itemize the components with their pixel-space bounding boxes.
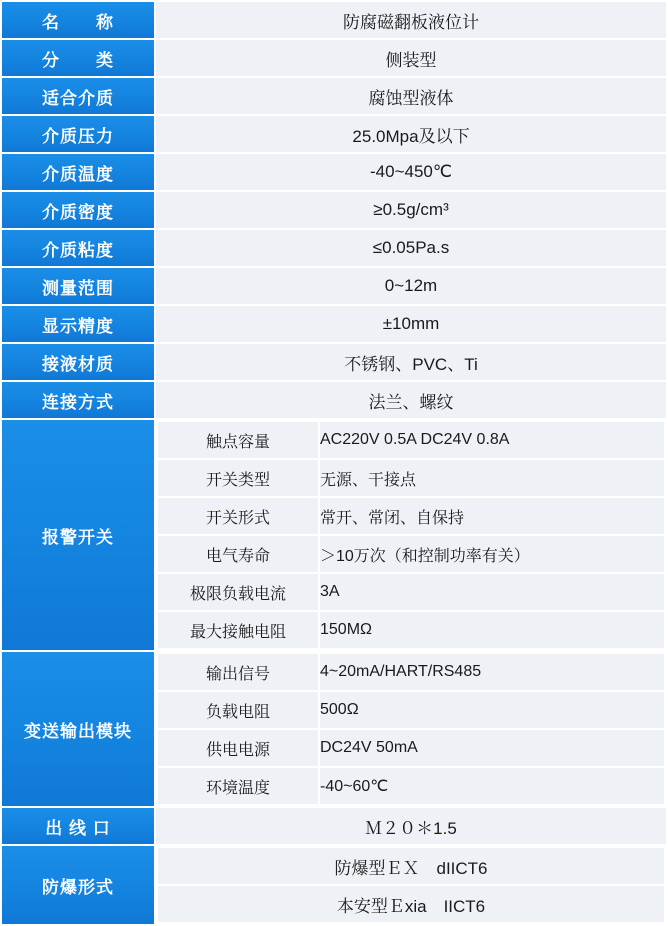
sub-row-name: 开关类型: [158, 460, 318, 496]
sub-row: [158, 692, 664, 728]
row-label: 接液材质: [2, 344, 154, 380]
row-label: 测量范围: [2, 268, 154, 304]
sub-row: [158, 574, 664, 610]
group-label-transmitter-module: 变送输出模块: [2, 652, 154, 806]
table-row: [2, 116, 666, 152]
table-row: [2, 230, 666, 266]
sub-row-value: 无源、干接点: [320, 460, 664, 496]
table-row: [2, 78, 666, 114]
group-label-explosion-proof: 防爆形式: [2, 846, 154, 924]
row-value: -40~450℃: [156, 154, 666, 190]
sub-row: [158, 422, 664, 458]
sub-row-value: DC24V 50mA: [320, 730, 664, 766]
sub-row: [158, 768, 664, 804]
sub-row-name: 负载电阻: [158, 692, 318, 728]
row-label: 介质粘度: [2, 230, 154, 266]
alarm-switch-subtable-container: [156, 420, 666, 650]
sub-row-name: 极限负载电流: [158, 574, 318, 610]
sub-row-name: 供电电源: [158, 730, 318, 766]
transmitter-module-subtable-container: [156, 652, 666, 806]
table-row: [2, 40, 666, 76]
group-label-alarm-switch: 报警开关: [2, 420, 154, 650]
row-value: 腐蚀型液体: [156, 78, 666, 114]
row-label: 名 称: [2, 2, 154, 38]
table-row-explosion-proof: [2, 846, 666, 924]
table-row: [2, 382, 666, 418]
sub-row: [158, 460, 664, 496]
sub-row-name: 最大接触电阻: [158, 612, 318, 648]
explosion-proof-subtable-container: [156, 846, 666, 924]
alarm-switch-subtable: [156, 420, 666, 650]
row-label: 连接方式: [2, 382, 154, 418]
sub-row-value: 150MΩ: [320, 612, 664, 648]
row-value: 不锈钢、PVC、Ti: [156, 344, 666, 380]
sub-row-name: 输出信号: [158, 654, 318, 690]
table-row-alarm-switch: [2, 420, 666, 650]
row-value: ±10mm: [156, 306, 666, 342]
sub-row-value: 本安型Ｅxia IICT6: [158, 886, 664, 922]
sub-row-value: -40~60℃: [320, 768, 664, 804]
sub-row-name: 环境温度: [158, 768, 318, 804]
table-row: [2, 154, 666, 190]
row-label: 介质压力: [2, 116, 154, 152]
sub-row: [158, 498, 664, 534]
table-row-cable-outlet: [2, 808, 666, 844]
sub-row-name: 电气寿命: [158, 536, 318, 572]
row-value: 防腐磁翻板液位计: [156, 2, 666, 38]
row-label: 介质密度: [2, 192, 154, 228]
sub-row-value: 常开、常闭、自保持: [320, 498, 664, 534]
table-row: [2, 2, 666, 38]
row-label: 分 类: [2, 40, 154, 76]
sub-row-value: 500Ω: [320, 692, 664, 728]
explosion-proof-subtable: [156, 846, 666, 924]
row-value: 侧装型: [156, 40, 666, 76]
row-label: 显示精度: [2, 306, 154, 342]
row-label: 适合介质: [2, 78, 154, 114]
row-value: 法兰、螺纹: [156, 382, 666, 418]
sub-row: [158, 886, 664, 922]
sub-row-name: 触点容量: [158, 422, 318, 458]
sub-row-name: 开关形式: [158, 498, 318, 534]
row-label: 介质温度: [2, 154, 154, 190]
table-row: [2, 306, 666, 342]
row-value: 25.0Mpa及以下: [156, 116, 666, 152]
sub-row-value: AC220V 0.5A DC24V 0.8A: [320, 422, 664, 458]
row-value: ≥0.5g/cm³: [156, 192, 666, 228]
table-row: [2, 192, 666, 228]
sub-row-value: 4~20mA/HART/RS485: [320, 654, 664, 690]
sub-row: [158, 730, 664, 766]
sub-row-value: 3A: [320, 574, 664, 610]
table-row-transmitter-module: [2, 652, 666, 806]
row-value: 0~12m: [156, 268, 666, 304]
row-label-cable-outlet: 出 线 口: [2, 808, 154, 844]
sub-row-value: ＞10万次（和控制功率有关）: [320, 536, 664, 572]
sub-row-value: 防爆型ＥＸ dIICT6: [158, 848, 664, 884]
table-row: [2, 344, 666, 380]
sub-row: [158, 654, 664, 690]
table-row: [2, 268, 666, 304]
row-value-cable-outlet: Ｍ２０＊1.5: [156, 808, 666, 844]
sub-row: [158, 612, 664, 648]
row-value: ≤0.05Pa.s: [156, 230, 666, 266]
transmitter-module-subtable: [156, 652, 666, 806]
sub-row: [158, 848, 664, 884]
sub-row: [158, 536, 664, 572]
